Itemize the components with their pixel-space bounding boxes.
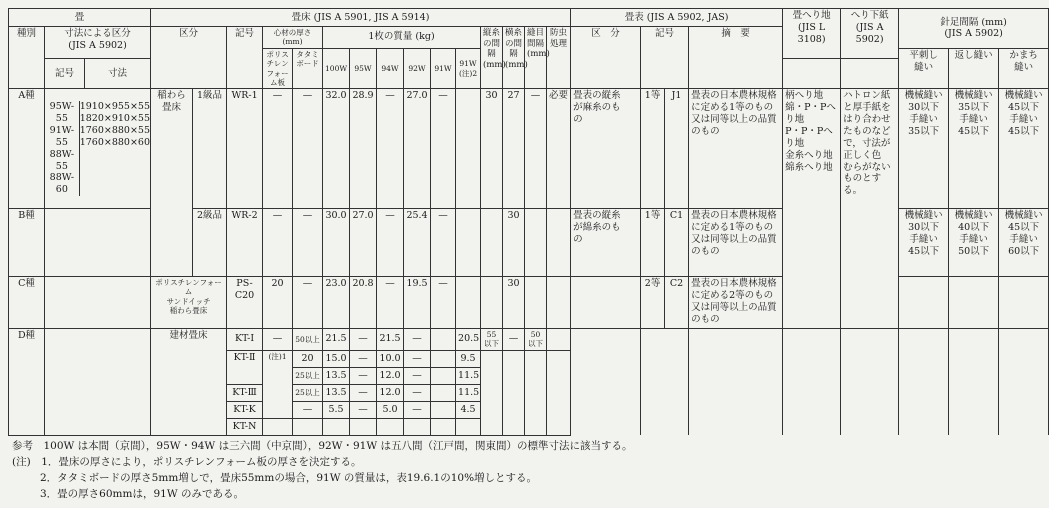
kt2b-w100: 13.5 [323, 367, 350, 384]
kt3-w100: 13.5 [323, 384, 350, 401]
row-b-kigo2: WR-2 [227, 209, 263, 277]
row-d-tate: 55以下 [481, 329, 503, 351]
header-w94: 94W [377, 48, 404, 89]
header-bochu: 防虫 処理 [547, 27, 571, 89]
note-2: 2．タタミボードの厚さ5mm増しで，畳床55mmの場合，91W の質量は，表19.6.1の10%増しとする。 [40, 472, 538, 484]
row-c-w91: — [431, 277, 456, 329]
kt2a-w91note: 9.5 [456, 350, 481, 367]
kt3-w91note: 11.5 [456, 384, 481, 401]
kt1-w95: — [350, 329, 377, 351]
kt2a-w95: — [350, 350, 377, 367]
notes-section [12, 438, 632, 502]
row-c-kamachi [999, 277, 1049, 329]
ktk-kigo: KT-K [227, 401, 263, 418]
row-a-w94: — [377, 89, 404, 209]
header-nuime: 縫目 間隔 (mm) [525, 27, 547, 89]
kt3-w94: 12.0 [377, 384, 404, 401]
row-d-tate-cont [481, 350, 503, 435]
row-b-tate [481, 209, 503, 277]
ktk-w94: 5.0 [377, 401, 404, 418]
row-a-omote-to: 1等 [641, 89, 665, 209]
kt2b-w91note: 11.5 [456, 367, 481, 384]
row-a-w100: 32.0 [323, 89, 350, 209]
header-kigo-sub: 記号 [45, 59, 85, 89]
row-c-board: — [293, 277, 323, 329]
kt2b-w95: — [350, 367, 377, 384]
ktk-w91note: 4.5 [456, 401, 481, 418]
header-heri: 畳へり地 (JIS L 3108) [783, 9, 841, 59]
header-w91: 91W [431, 48, 456, 89]
row-b-omote-kigo: C1 [665, 209, 689, 277]
kt3-board: 25以上 [293, 384, 323, 401]
row-c-w91note [456, 277, 481, 329]
ktn-w92 [404, 418, 431, 435]
row-b-poly: — [263, 209, 293, 277]
header-w91-note: 91W (注)2 [456, 48, 481, 89]
row-d-omote-tekiyo [689, 329, 783, 436]
row-b-omote-kubun: 畳表の縦糸 が綿糸のも の [571, 209, 641, 277]
header-shitsuryo: 1枚の質量 (kg) [323, 27, 481, 49]
row-b-shubetsu: B種 [9, 209, 45, 277]
kt2a-w92: — [404, 350, 431, 367]
row-c-omote-to: 2等 [641, 277, 665, 329]
row-a-dimensions [45, 89, 151, 209]
row-d-nuime: 50以下 [525, 329, 547, 351]
header-w92: 92W [404, 48, 431, 89]
header-sunpo-kubun: 寸法による区分 (JIS A 5902) [45, 27, 151, 59]
row-d-heri [783, 329, 841, 436]
ktk-board: — [293, 401, 323, 418]
note-3: 3．畳の厚さ60mmは，91W のみである。 [40, 488, 244, 500]
row-d-omote-kigo [641, 329, 689, 436]
row-b-w94: — [377, 209, 404, 277]
row-b-board: — [293, 209, 323, 277]
kt3-w95: — [350, 384, 377, 401]
row-a-board: — [293, 89, 323, 209]
row-a-poly: — [263, 89, 293, 209]
row-b-w95: 27.0 [350, 209, 377, 277]
note-sanko: 参考 100W は本間（京間），95W・94W は三六間（中京間），92W・91W は五八間（江戸間，関東間）の標準寸法に該当する。 [12, 440, 633, 452]
header-herishita: へり下紙 (JIS A 5902) [841, 9, 899, 59]
header-kigo: 記号 [227, 27, 263, 89]
row-c-w94: — [377, 277, 404, 329]
header-tatami-board: タタミ ボード [293, 48, 323, 89]
row-d-kamachi [999, 329, 1049, 436]
row-b-kaeshi: 機械縫い 40以下 手縫い 50以下 [949, 209, 999, 277]
row-a-hira: 機械縫い 30以下 手縫い 35以下 [899, 89, 949, 209]
header-herishita-cont [841, 59, 899, 89]
row-a-omote-kigo: J1 [665, 89, 689, 209]
header-yokoito: 横糸 の間 隔 (mm) [503, 27, 525, 89]
header-hiragashira: 平刺し 縫い [899, 48, 949, 89]
kt3-kigo: KT-Ⅲ [227, 384, 263, 401]
kt1-poly: — [263, 329, 293, 351]
kt2a-w94: 10.0 [377, 350, 404, 367]
header-sunpo-sub: 寸法 [85, 59, 151, 89]
ktn-w94 [377, 418, 404, 435]
row-d-hira [899, 329, 949, 436]
row-b-yoko: 30 [503, 209, 525, 277]
row-b-dimensions [45, 209, 151, 277]
row-c-nuime [525, 277, 547, 329]
kt2b-w91 [431, 367, 456, 384]
ktn-kigo: KT-N [227, 418, 263, 435]
ktn-board [293, 418, 323, 435]
row-c-shubetsu: C種 [9, 277, 45, 329]
header-tatami: 畳 [9, 9, 151, 27]
row-c-omote-kigo: C2 [665, 277, 689, 329]
row-c-yoko: 30 [503, 277, 525, 329]
header-tekiyo: 摘 要 [689, 27, 783, 89]
ktn-w91note [456, 418, 481, 435]
ktk-w100: 5.5 [323, 401, 350, 418]
kt1-w94: 21.5 [377, 329, 404, 351]
header-omote-kigo: 記号 [641, 27, 689, 89]
kt1-w100: 21.5 [323, 329, 350, 351]
header-kamachi: かまち 縫い [999, 48, 1049, 89]
row-d-omote-kubun [571, 329, 641, 436]
row-d-nuime-cont [525, 350, 547, 435]
kt1-kigo: KT-Ⅰ [227, 329, 263, 351]
row-c-poly: 20 [263, 277, 293, 329]
kt1-w91 [431, 329, 456, 351]
row-a-w91note [456, 89, 481, 209]
row-a-tate: 30 [481, 89, 503, 209]
ktk-w91 [431, 401, 456, 418]
heri-text: 柄へり地 綿・P・Pへり地 P・P・Pへり地 金糸へり地 綿糸へり地 [783, 89, 841, 329]
kt2b-board: 25以上 [293, 367, 323, 384]
row-b-w91note [456, 209, 481, 277]
row-a-yoko: 27 [503, 89, 525, 209]
header-omote-kubun: 区 分 [571, 27, 641, 89]
ktn-poly [263, 418, 293, 435]
row-a-kaeshi: 機械縫い 35以下 手縫い 45以下 [949, 89, 999, 209]
row-d-kubun: 建材畳床 [151, 329, 227, 436]
row-a-w91: — [431, 89, 456, 209]
row-a-nuime: — [525, 89, 547, 209]
header-w95: 95W [350, 48, 377, 89]
row-a-sunpo: 1910×955×55 1820×910×55 1760×880×55 1760×880×60 [79, 101, 151, 148]
row-c-kigo2: PS-C20 [227, 277, 263, 329]
header-heri-cont [783, 59, 841, 89]
kt3-w91 [431, 384, 456, 401]
header-hari: 針足間隔 (mm) (JIS A 5902) [899, 9, 1049, 49]
row-d-bochu [547, 329, 571, 351]
ktn-w100 [323, 418, 350, 435]
row-b-omote-tekiyo: 畳表の日本農林規格 に定める1等のもの 又は同等以上の品質 のもの [689, 209, 783, 277]
kt3-w92: — [404, 384, 431, 401]
row-c-omote-tekiyo: 畳表の日本農林規格 に定める2等のもの 又は同等以上の品質 のもの [689, 277, 783, 329]
row-a-w95: 28.9 [350, 89, 377, 209]
row-c-tate [481, 277, 503, 329]
row-b-kyu: 2級品 [193, 209, 227, 277]
row-b-omote-to: 1等 [641, 209, 665, 277]
kt2a-w91 [431, 350, 456, 367]
row-b-w91: — [431, 209, 456, 277]
row-c-dimensions [45, 277, 151, 329]
row-a-bochu: 必要 [547, 89, 571, 209]
row-d-yoko-cont [503, 350, 525, 435]
ktk-w92: — [404, 401, 431, 418]
row-c-bochu [547, 277, 571, 329]
row-a-w92: 27.0 [404, 89, 431, 209]
row-c-kubun: ポリスチレンフォーム サンドイッチ 稲わら畳床 [151, 277, 227, 329]
kt2b-w92: — [404, 367, 431, 384]
row-b-w92: 25.4 [404, 209, 431, 277]
header-tateito: 縦糸 の間 隔 (mm) [481, 27, 503, 89]
row-a-kubun: 稲わら 畳床 [151, 89, 193, 277]
header-polystyrene: ポリス チレン フォー ム板 [263, 48, 293, 89]
ktk-w95: — [350, 401, 377, 418]
kt2a-w100: 15.0 [323, 350, 350, 367]
row-d-note1: (注)1 [263, 350, 293, 418]
row-a-kyu: 1級品 [193, 89, 227, 209]
row-d-dimensions [45, 329, 151, 436]
row-b-nuime [525, 209, 547, 277]
row-b-kamachi: 機械縫い 45以下 手縫い 60以下 [999, 209, 1049, 277]
note-1: (注) 1．畳床の厚さにより，ポリスチレンフォーム板の厚さを決定する。 [12, 456, 362, 468]
header-kaeshi: 返し縫い [949, 48, 999, 89]
header-tatamidoko: 畳床 (JIS A 5901, JIS A 5914) [151, 9, 571, 27]
kt1-board: 50以上 [293, 329, 323, 351]
row-a-kamachi: 機械縫い 45以下 手縫い 45以下 [999, 89, 1049, 209]
herishita-text: ハトロン紙 と厚手紙を はり合わせ たものなど で，寸法が 正しく色 むらがない ものとする。 [841, 89, 899, 329]
row-d-herishita [841, 329, 899, 436]
row-b-w100: 30.0 [323, 209, 350, 277]
row-c-omote-kubun [571, 277, 641, 329]
row-c-w100: 23.0 [323, 277, 350, 329]
row-c-hira [899, 277, 949, 329]
header-w100: 100W [323, 48, 350, 89]
kt1-w92: — [404, 329, 431, 351]
row-d-bochu-cont [547, 350, 571, 435]
row-c-w95: 20.8 [350, 277, 377, 329]
row-b-hira: 機械縫い 30以下 手縫い 45以下 [899, 209, 949, 277]
header-kubun: 区分 [151, 27, 227, 89]
header-shubetsu: 種別 [9, 27, 45, 89]
kt1-w91note: 20.5 [456, 329, 481, 351]
row-d-shubetsu: D種 [9, 329, 45, 436]
row-a-kigo2: WR-1 [227, 89, 263, 209]
row-c-w92: 19.5 [404, 277, 431, 329]
header-shinzai: 心材の厚さ(mm) [263, 27, 323, 49]
row-a-shubetsu: A種 [9, 89, 45, 209]
tatami-spec-table [8, 8, 1049, 436]
kt2-kigo: KT-Ⅱ [227, 350, 263, 384]
row-d-kaeshi [949, 329, 999, 436]
header-tatamiomote: 畳表 (JIS A 5902, JAS) [571, 9, 783, 27]
row-a-kigo: 95W-55 91W-55 88W-55 88W-60 [45, 101, 80, 196]
row-b-bochu [547, 209, 571, 277]
ktn-w95 [350, 418, 377, 435]
kt2b-w94: 12.0 [377, 367, 404, 384]
ktn-w91 [431, 418, 456, 435]
row-d-yoko: — [503, 329, 525, 351]
row-c-kaeshi [949, 277, 999, 329]
row-a-omote-tekiyo: 畳表の日本農林規格 に定める1等のもの 又は同等以上の品質 のもの [689, 89, 783, 209]
kt2a-board: 20 [293, 350, 323, 367]
row-a-omote-kubun: 畳表の縦糸 が麻糸のも の [571, 89, 641, 209]
